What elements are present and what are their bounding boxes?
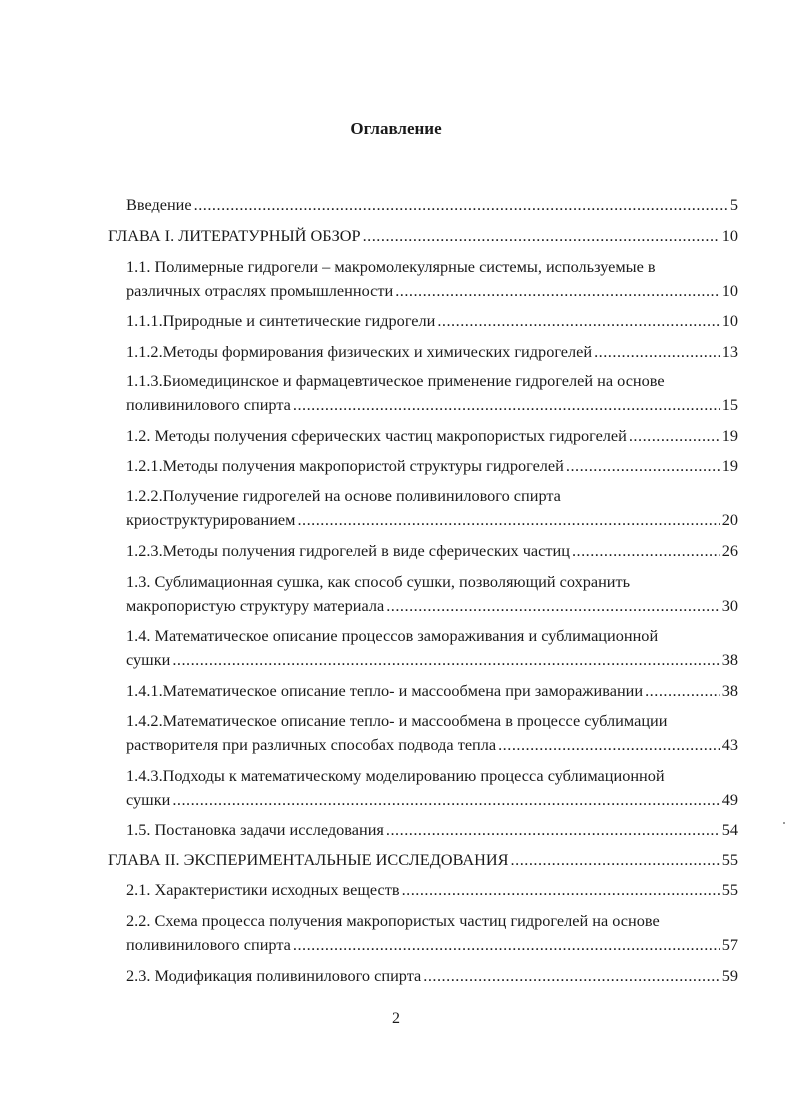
toc-entry-text: 1.4. Математическое описание процессов замораживания и сублимационной <box>126 626 659 645</box>
toc-entry-1-2-3[interactable] <box>126 539 738 563</box>
toc-leader-dots <box>172 788 719 812</box>
toc-page-number: 15 <box>721 395 738 414</box>
toc-leader-dots <box>386 594 720 618</box>
toc-leader-dots <box>386 818 720 842</box>
toc-page-number: 26 <box>721 541 738 560</box>
toc-page-number: 55 <box>721 880 738 899</box>
toc-entry-text: 1.4.2.Математическое описание тепло- и массообмена в процессе сублимации <box>126 711 668 730</box>
toc-page-number: 57 <box>721 935 738 954</box>
toc-leader-dots <box>511 848 720 872</box>
toc-entry-text: криоструктурированием <box>126 510 296 529</box>
toc-leader-dots <box>194 193 728 217</box>
toc-entry-1-2-1[interactable] <box>126 454 738 478</box>
toc-entry-1-4-3[interactable] <box>126 764 738 812</box>
toc-page-number: 13 <box>721 342 738 361</box>
toc-page-number: 59 <box>721 966 738 985</box>
toc-entry-text: 1.1. Полимерные гидрогели – макромолекулярные системы, используемые в <box>126 257 656 276</box>
page-number: 2 <box>392 1010 400 1027</box>
toc-entry-1-1[interactable] <box>126 255 738 303</box>
toc-leader-dots <box>566 454 720 478</box>
toc-entry-text: 1.4.1.Математическое описание тепло- и массообмена при замораживании <box>126 681 644 700</box>
toc-entry-text: 1.1.1.Природные и синтетические гидрогели <box>126 311 436 330</box>
toc-leader-dots <box>594 340 720 364</box>
toc-leader-dots <box>498 733 720 757</box>
toc-entry-text: растворителя при различных способах подвода тепла <box>126 735 497 754</box>
scan-speck <box>783 822 785 824</box>
toc-leader-dots <box>172 648 719 672</box>
toc-entry-text: 1.5. Постановка задачи исследования <box>126 820 384 839</box>
toc-entry-text: поливинилового спирта <box>126 935 291 954</box>
toc-leader-dots <box>297 508 719 532</box>
toc-entry-text: сушки <box>126 650 171 669</box>
toc-page-number: 10 <box>721 311 738 330</box>
toc-entry-1-3[interactable] <box>126 570 738 618</box>
toc-page-number: 38 <box>721 650 738 669</box>
toc-page-number: 38 <box>721 681 738 700</box>
toc-entry-text: ГЛАВА II. ЭКСПЕРИМЕНТАЛЬНЫЕ ИССЛЕДОВАНИЯ <box>108 850 509 869</box>
toc-leader-dots <box>572 539 720 563</box>
toc-page-number: 10 <box>721 281 738 300</box>
toc-entry-1-1-1[interactable] <box>126 309 738 333</box>
toc-leader-dots <box>293 933 720 957</box>
toc-entry-text: различных отраслях промышленности <box>126 281 394 300</box>
toc-page-number: 55 <box>721 850 738 869</box>
toc-entry-text: макропористую структуру материала <box>126 596 385 615</box>
toc-entry-text: 2.1. Характеристики исходных веществ <box>126 880 400 899</box>
toc-entry-1-2-2[interactable] <box>126 484 738 532</box>
toc-entry-1-1-3[interactable] <box>126 369 738 417</box>
toc-entry-text: 1.1.2.Методы формирования физических и химических гидрогелей <box>126 342 593 361</box>
toc-page-number: 54 <box>721 820 738 839</box>
toc-leader-dots <box>423 964 719 988</box>
toc-entry-introduction[interactable] <box>126 193 738 217</box>
toc-page-number: 30 <box>721 596 738 615</box>
toc-entry-text: поливинилового спирта <box>126 395 291 414</box>
toc-entry-2-2[interactable] <box>126 909 738 957</box>
toc-entry-text: 1.2.2.Получение гидрогелей на основе поливинилового спирта <box>126 486 561 505</box>
toc-entry-1-4[interactable] <box>126 624 738 672</box>
toc-page-number: 19 <box>721 426 738 445</box>
toc-page-number: 10 <box>721 226 738 245</box>
toc-entry-chapter-2[interactable] <box>108 848 738 872</box>
toc-leader-dots <box>437 309 719 333</box>
toc-entry-text: 1.3. Сублимационная сушка, как способ сушки, позволяющий сохранить <box>126 572 631 591</box>
toc-entry-text: сушки <box>126 790 171 809</box>
toc-title: Оглавление <box>350 119 442 138</box>
toc-entry-text: 1.2. Методы получения сферических частиц макропористых гидрогелей <box>126 426 627 445</box>
toc-entry-1-2[interactable] <box>126 424 738 448</box>
toc-entry-text: Введение <box>126 195 192 214</box>
toc-entry-2-3[interactable] <box>126 964 738 988</box>
toc-entry-text: ГЛАВА I. ЛИТЕРАТУРНЫЙ ОБЗОР <box>108 226 361 245</box>
toc-leader-dots <box>645 679 720 703</box>
toc-leader-dots <box>293 393 720 417</box>
toc-entry-2-1[interactable] <box>126 878 738 902</box>
toc-page-number: 43 <box>721 735 738 754</box>
toc-entry-1-5[interactable] <box>126 818 738 842</box>
toc-entry-text: 1.2.1.Методы получения макропористой структуры гидрогелей <box>126 456 564 475</box>
toc-entry-text: 1.2.3.Методы получения гидрогелей в виде сферических частиц <box>126 541 570 560</box>
toc-page-number: 19 <box>721 456 738 475</box>
toc-page-number: 20 <box>721 510 738 529</box>
toc-leader-dots <box>402 878 720 902</box>
toc-leader-dots <box>629 424 720 448</box>
toc-entry-text: 1.1.3.Биомедицинское и фармацевтическое применение гидрогелей на основе <box>126 371 665 390</box>
toc-entry-chapter-1[interactable] <box>108 224 738 248</box>
toc-entry-text: 2.3. Модификация поливинилового спирта <box>126 966 422 985</box>
toc-entry-1-4-1[interactable] <box>126 679 738 703</box>
toc-entry-1-4-2[interactable] <box>126 709 738 757</box>
toc-page-number: 49 <box>721 790 738 809</box>
toc-page-number: 5 <box>729 195 738 214</box>
toc-leader-dots <box>395 279 720 303</box>
toc-leader-dots <box>363 224 720 248</box>
toc-entry-text: 2.2. Схема процесса получения макропористых частиц гидрогелей на основе <box>126 911 660 930</box>
toc-entry-text: 1.4.3.Подходы к математическому моделированию процесса сублимационной <box>126 766 665 785</box>
toc-entry-1-1-2[interactable] <box>126 340 738 364</box>
